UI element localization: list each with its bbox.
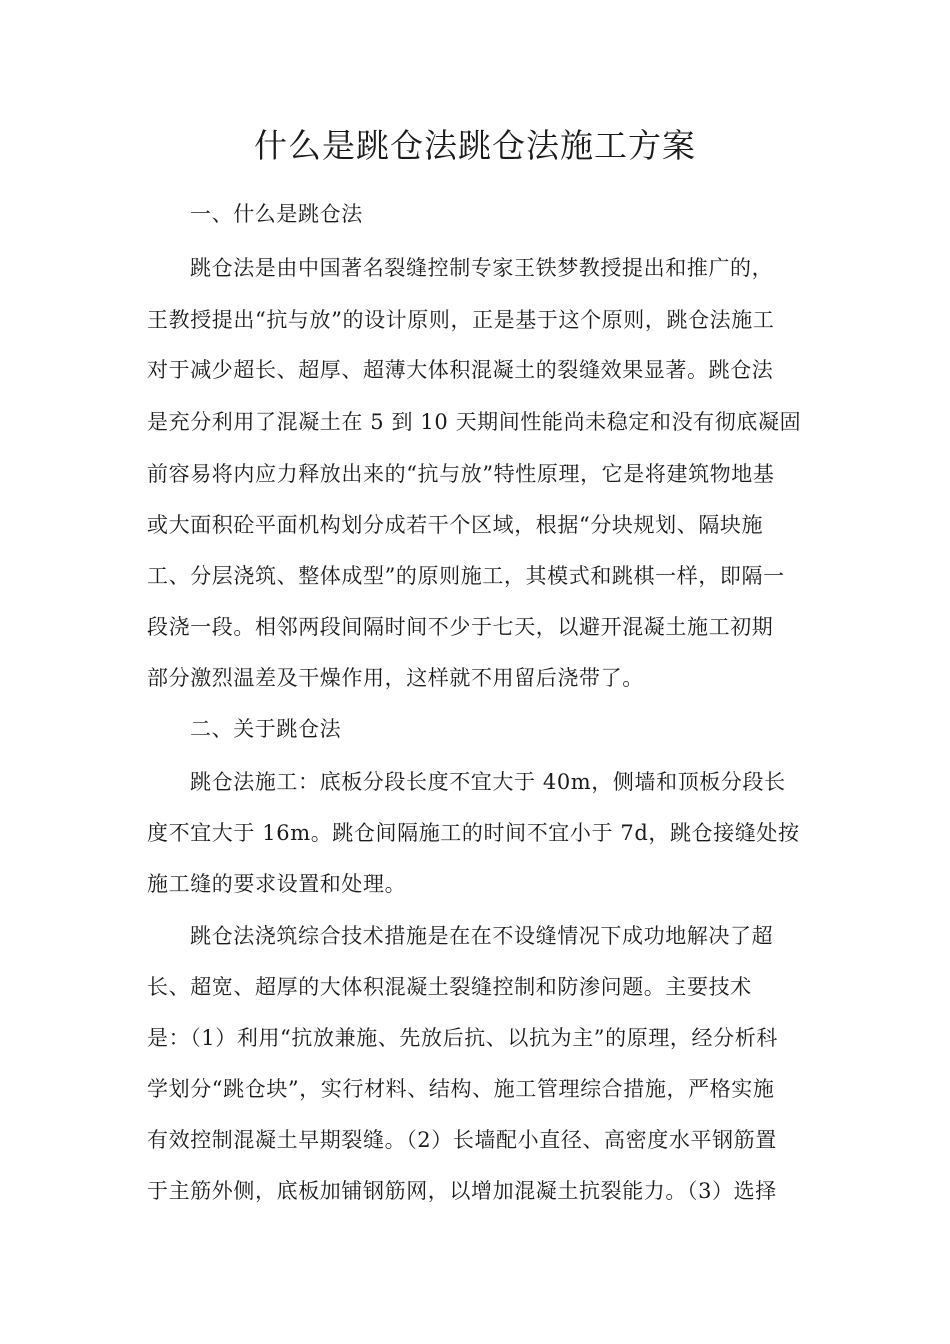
paragraph-line: 跳仓法浇筑综合技术措施是在在不设缝情况下成功地解决了超 xyxy=(190,924,774,948)
paragraph-line: 度不宜大于 16m。跳仓间隔施工的时间不宜小于 7d，跳仓接缝处按 xyxy=(147,821,800,845)
paragraph-line: 有效控制混凝土早期裂缝。（2）长墙配小直径、高密度水平钢筋置 xyxy=(147,1128,777,1152)
paragraph-line: 对于减少超长、超厚、超薄大体积混凝土的裂缝效果显著。跳仓法 xyxy=(147,358,774,382)
paragraph-line: 跳仓法是由中国著名裂缝控制专家王铁梦教授提出和推广的， xyxy=(190,256,774,280)
paragraph-line: 段浇一段。相邻两段间隔时间不少于七天，以避开混凝土施工初期 xyxy=(147,615,774,639)
paragraph-line: 工、分层浇筑、整体成型”的原则施工，其模式和跳棋一样，即隔一 xyxy=(147,564,785,588)
paragraph-line: 是：（1）利用“抗放兼施、先放后抗、以抗为主”的原理，经分析科 xyxy=(147,1026,778,1050)
paragraph-line: 于主筋外侧，底板加铺钢筋网，以增加混凝土抗裂能力。（3）选择 xyxy=(147,1179,777,1203)
paragraph-line: 王教授提出“抗与放”的设计原则，正是基于这个原则，跳仓法施工 xyxy=(147,308,775,332)
document-title: 什么是跳仓法跳仓法施工方案 xyxy=(254,126,696,165)
paragraph-line: 部分激烈温差及干燥作用，这样就不用留后浇带了。 xyxy=(147,666,644,690)
paragraph-line: 是充分利用了混凝土在 5 到 10 天期间性能尚未稳定和没有彻底凝固 xyxy=(147,410,802,434)
paragraph-line: 学划分“跳仓块”，实行材料、结构、施工管理综合措施，严格实施 xyxy=(147,1077,775,1101)
paragraph-line: 或大面积砼平面机构划分成若干个区域，根据“分块规划、隔块施 xyxy=(147,513,764,537)
paragraph-line: 施工缝的要求设置和处理。 xyxy=(147,872,407,896)
paragraph-line: 长、超宽、超厚的大体积混凝土裂缝控制和防渗问题。主要技术 xyxy=(147,975,752,999)
section-heading-2: 二、关于跳仓法 xyxy=(190,717,342,741)
paragraph-line: 前容易将内应力释放出来的“抗与放”特性原理，它是将建筑物地基 xyxy=(147,462,775,486)
section-heading-1: 一、什么是跳仓法 xyxy=(190,202,363,226)
paragraph-line: 跳仓法施工：底板分段长度不宜大于 40m，侧墙和顶板分段长 xyxy=(190,770,786,794)
